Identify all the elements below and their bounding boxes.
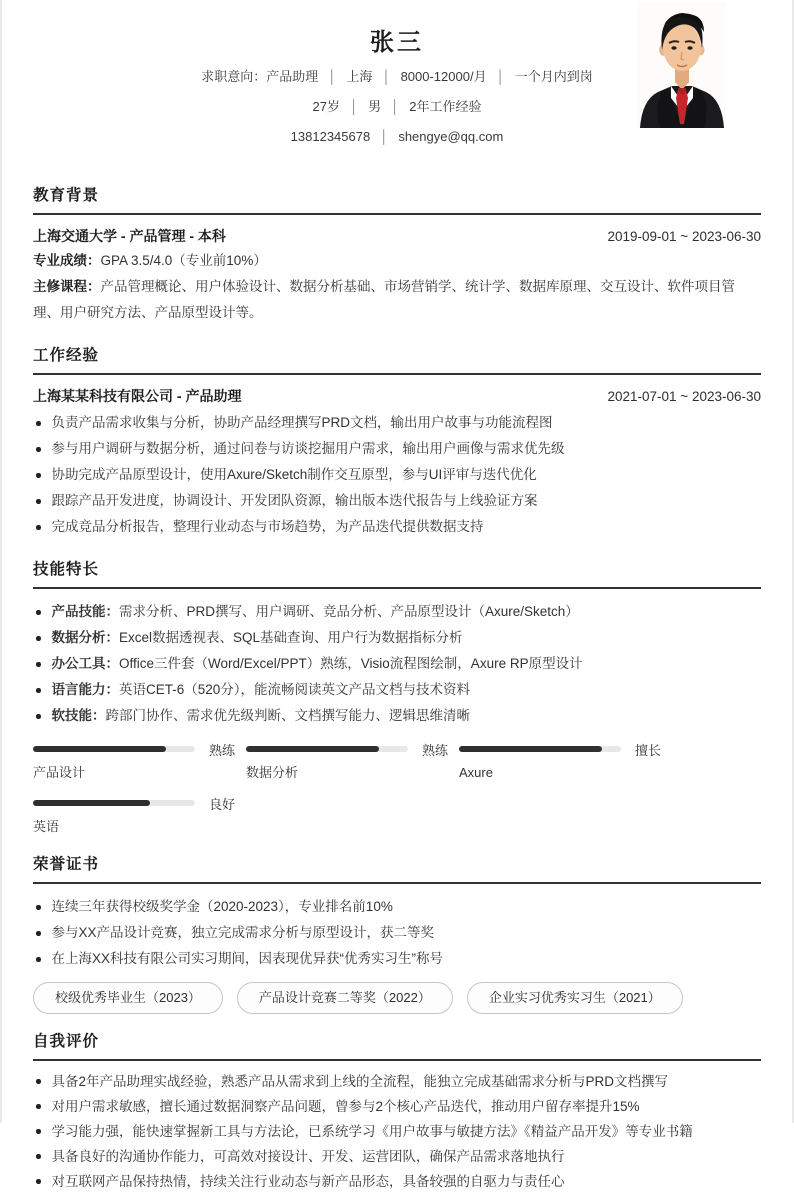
self-eval-bullet-text: 对互联网产品保持热情，持续关注行业动态与新产品形态，具备较强的自驱力与责任心 (51, 1174, 565, 1189)
bullet-dot-icon (36, 1104, 41, 1109)
skill-bullet-text: 产品技能：需求分析、PRD撰写、用户调研、竞品分析、产品原型设计（Axure/Sketch） (51, 604, 579, 619)
bullet-dot-icon (36, 714, 41, 719)
profile-photo (638, 2, 726, 128)
skill-bar-name: 英语 (33, 819, 60, 834)
school-degree: 上海交通大学 - 产品管理 - 本科 (33, 228, 226, 244)
email-address: shengye@qq.com (398, 129, 504, 144)
bullet-dot-icon (36, 957, 41, 962)
self-eval-bullet-text: 对用户需求敏感，擅长通过数据洞察产品问题，曾参与2个核心产品迭代，推动用户留存率提升15% (51, 1099, 640, 1114)
skill-bar-fill (33, 800, 150, 806)
bullet-dot-icon (36, 905, 41, 910)
self-eval-bullet (33, 1144, 761, 1169)
honor-badge: 产品设计竞赛二等奖（2022） (237, 982, 453, 1014)
resume-header (33, 0, 761, 148)
bullet-dot-icon (36, 473, 41, 478)
job-intent: 求职意向：产品助理 (201, 69, 319, 84)
education-title: 教育背景 (33, 187, 100, 204)
work-dates: 2021-07-01 ~ 2023-06-30 (607, 389, 761, 404)
skills-title: 技能特长 (33, 561, 100, 578)
skill-level-label: 熟练 (209, 742, 236, 758)
skill-bar-english (33, 795, 246, 835)
skill-bullet (33, 703, 761, 729)
honors-bullet-list (33, 894, 761, 972)
bullet-dot-icon (36, 499, 41, 504)
honor-bullet (33, 946, 761, 972)
section-divider (33, 373, 761, 375)
section-divider (33, 882, 761, 884)
work-bullet-text: 负责产品需求收集与分析，协助产品经理撰写PRD文档，输出用户故事与功能流程图 (51, 415, 553, 430)
courses-label: 主修课程： (33, 279, 101, 294)
gender: 男 (368, 99, 382, 114)
honor-badges (33, 982, 761, 1014)
skills-bullet-list (33, 599, 761, 729)
job-salary: 8000-12000/月 (400, 69, 487, 84)
bullet-dot-icon (36, 931, 41, 936)
separator: │ (380, 129, 389, 144)
skill-bar-product-design (33, 741, 246, 781)
self-eval-bullet (33, 1119, 761, 1144)
skill-bars (33, 741, 761, 835)
work-bullet (33, 488, 761, 514)
self-eval-title: 自我评价 (33, 1033, 100, 1050)
self-eval-bullet-clipped (33, 1169, 761, 1194)
skill-bar-track (33, 746, 195, 752)
skill-bar-fill (33, 746, 166, 752)
section-honors (33, 855, 761, 1014)
gpa-value: GPA 3.5/4.0（专业前10%） (100, 253, 267, 268)
section-divider (33, 213, 761, 215)
bullet-dot-icon (36, 1079, 41, 1084)
skill-bar-fill (246, 746, 379, 752)
gpa-label: 专业成绩： (33, 253, 101, 268)
skill-level-label: 良好 (209, 796, 236, 812)
courses-row (33, 274, 761, 326)
bullet-dot-icon (36, 636, 41, 641)
skill-bullet (33, 625, 761, 651)
candidate-name: 张三 (370, 29, 424, 56)
skill-bullet-text: 数据分析：Excel数据透视表、SQL基础查询、用户行为数据指标分析 (51, 630, 463, 645)
self-eval-bullet (33, 1069, 761, 1094)
section-divider (33, 1059, 761, 1061)
work-bullet (33, 514, 761, 540)
honors-title: 荣誉证书 (33, 856, 100, 873)
section-skills (33, 560, 761, 835)
job-city: 上海 (346, 69, 373, 84)
bullet-dot-icon (36, 447, 41, 452)
self-eval-bullet-text: 具备2年产品助理实战经验，熟悉产品从需求到上线的全流程，能独立完成基础需求分析与PRD文档撰写 (51, 1074, 669, 1089)
section-self-evaluation (33, 1032, 761, 1194)
self-eval-bullet-text: 学习能力强，能快速掌握新工具与方法论，已系统学习《用户故事与敏捷方法》《精益产品开发》等专业书籍 (51, 1124, 693, 1139)
skill-bar-axure (459, 741, 672, 781)
skill-bullet-text: 软技能：跨部门协作、需求优先级判断、文档撰写能力、逻辑思维清晰 (51, 708, 470, 723)
skill-bar-track (33, 800, 195, 806)
education-dates: 2019-09-01 ~ 2023-06-30 (607, 229, 761, 244)
work-bullet-text: 参与用户调研与数据分析，通过问卷与访谈挖掘用户需求，输出用户画像与需求优先级 (51, 441, 565, 456)
separator: │ (328, 69, 337, 84)
work-bullet (33, 462, 761, 488)
honor-bullet (33, 920, 761, 946)
skill-bullet-text: 语言能力：英语CET-6（520分），能流畅阅读英文产品文档与技术资料 (51, 682, 471, 697)
section-work (33, 346, 761, 540)
portrait-illustration-icon (638, 2, 726, 128)
skill-bullet-text: 办公工具：Office三件套（Word/Excel/PPT）熟练，Visio流程图绘制，Axure RP原型设计 (51, 656, 583, 671)
bullet-dot-icon (36, 610, 41, 615)
work-title: 工作经验 (33, 347, 100, 364)
contact-line (33, 126, 761, 148)
honor-bullet (33, 894, 761, 920)
separator: │ (382, 69, 391, 84)
self-eval-bullet (33, 1094, 761, 1119)
bullet-dot-icon (36, 1179, 41, 1184)
experience-years: 2年工作经验 (409, 99, 482, 114)
skill-bullet (33, 677, 761, 703)
skill-bar-track (459, 746, 621, 752)
bullet-dot-icon (36, 525, 41, 530)
self-eval-bullet-list (33, 1069, 761, 1194)
work-bullet-text: 协助完成产品原型设计，使用Axure/Sketch制作交互原型，参与UI评审与迭代优化 (51, 467, 537, 482)
work-bullet (33, 410, 761, 436)
gpa-row (33, 248, 761, 274)
skill-bar-track (246, 746, 408, 752)
separator: │ (349, 99, 359, 114)
age: 27岁 (312, 99, 340, 114)
skill-bullet (33, 651, 761, 677)
separator: │ (496, 69, 505, 84)
skill-level-label: 熟练 (422, 742, 449, 758)
skill-bar-name: 产品设计 (33, 765, 86, 780)
honor-badge: 校级优秀毕业生（2023） (33, 982, 223, 1014)
bullet-dot-icon (36, 688, 41, 693)
phone-number: 13812345678 (290, 129, 371, 144)
self-eval-bullet-text: 具备良好的沟通协作能力，可高效对接设计、开发、运营团队，确保产品需求落地执行 (51, 1149, 565, 1164)
work-bullet (33, 436, 761, 462)
honor-bullet-text: 在上海XX科技有限公司实习期间，因表现优异获“优秀实习生”称号 (51, 951, 443, 966)
honor-badge: 企业实习优秀实习生（2021） (467, 982, 683, 1014)
bullet-dot-icon (36, 421, 41, 426)
skill-level-label: 擅长 (635, 742, 662, 758)
skill-bar-fill (459, 746, 602, 752)
work-bullet-text: 跟踪产品开发进度，协调设计、开发团队资源，输出版本迭代报告与上线验证方案 (51, 493, 538, 508)
section-education (33, 186, 761, 326)
skill-bar-name: 数据分析 (246, 765, 299, 780)
skill-bar-name: Axure (459, 765, 493, 780)
job-availability: 一个月内到岗 (514, 69, 593, 84)
skill-bullet (33, 599, 761, 625)
honor-bullet-text: 连续三年获得校级奖学金（2020-2023），专业排名前10% (51, 899, 393, 914)
honor-bullet-text: 参与XX产品设计竞赛，独立完成需求分析与原型设计，获二等奖 (51, 925, 435, 940)
section-divider (33, 587, 761, 589)
work-bullet-text: 完成竞品分析报告，整理行业动态与市场趋势，为产品迭代提供数据支持 (51, 519, 484, 534)
bullet-dot-icon (36, 1154, 41, 1159)
skill-bar-data-analysis (246, 741, 459, 781)
courses-value: 产品管理概论、用户体验设计、数据分析基础、市场营销学、统计学、数据库原理、交互设计、软件项目管理、用户研究方法、产品原型设计等。 (33, 279, 735, 320)
work-bullet-list (33, 410, 761, 540)
bullet-dot-icon (36, 1129, 41, 1134)
company-position: 上海某某科技有限公司 - 产品助理 (33, 388, 242, 404)
bullet-dot-icon (36, 662, 41, 667)
separator: │ (391, 99, 400, 114)
